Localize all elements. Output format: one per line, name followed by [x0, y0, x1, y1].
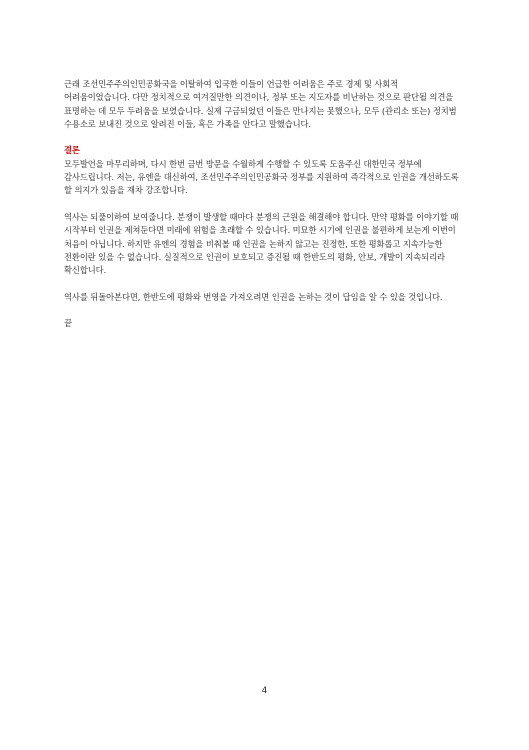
section-heading-conclusion: 결론 [64, 145, 80, 156]
document-body [64, 78, 466, 331]
page-number: 4 [261, 686, 268, 696]
end-mark: 끝 [64, 318, 72, 329]
body-paragraph: 근래 조선민주주의인민공화국을 이탈하여 입국한 이들이 언급한 어려움은 주로 경제 및 사회적 어려움이었습니다. 다만 정치적으로 여겨질만한 의견이나, 정부 또는 지도자를 비난하는 것으로 판단될 의견을 표명하는 데 모두 두려움을 보였습니다. 실제 구금되었던 이들은 만나지는 못했으나, 모두 (관리소 또는) 정치범 수용소로 보내진 것으로 알려진 이들, 혹은 가족을 안다고 말했습니다. [64, 79, 457, 129]
conclusion-paragraph-2: 역사는 되풀이하여 보여줍니다. 분쟁이 발생할 때마다 분쟁의 근원을 해결해야 합니다. 만약 평화를 이야기할 때 시작부터 인권을 제쳐둔다면 미래에 위험을 초래할 수 있습니다. 미묘한 시기에 인권을 불편하게 보는게 이번이 처음이 아닙니다. 하지만 유엔의 경험을 비춰볼 때 인권을 논하지 않고는 진정한, 또한 평화롭고 지속가능한 전환이란 있을 수 없습니다. 실질적으로 인권이 보호되고 증진될 때 한반도의 평화, 안보, 개발이 지속되리라 확신합니다. [64, 211, 459, 276]
conclusion-paragraph-1: 모두발언을 마무리하며, 다시 한번 금번 방문을 수월하게 수행할 수 있도록 도움주신 대한민국 정부에 감사드립니다. 저는, 유엔을 대신하여, 조선민주주의인민공화국 정부를 지원하여 즉각적으로 인권을 개선하도록 할 의지가 있음을 재차 강조합니다. [64, 158, 459, 196]
conclusion-paragraph-3: 역사를 뒤돌아본다면, 한반도에 평화와 번영을 가져오려면 인권을 논하는 것이 답임을 알 수 있을 것입니다. [64, 291, 443, 302]
